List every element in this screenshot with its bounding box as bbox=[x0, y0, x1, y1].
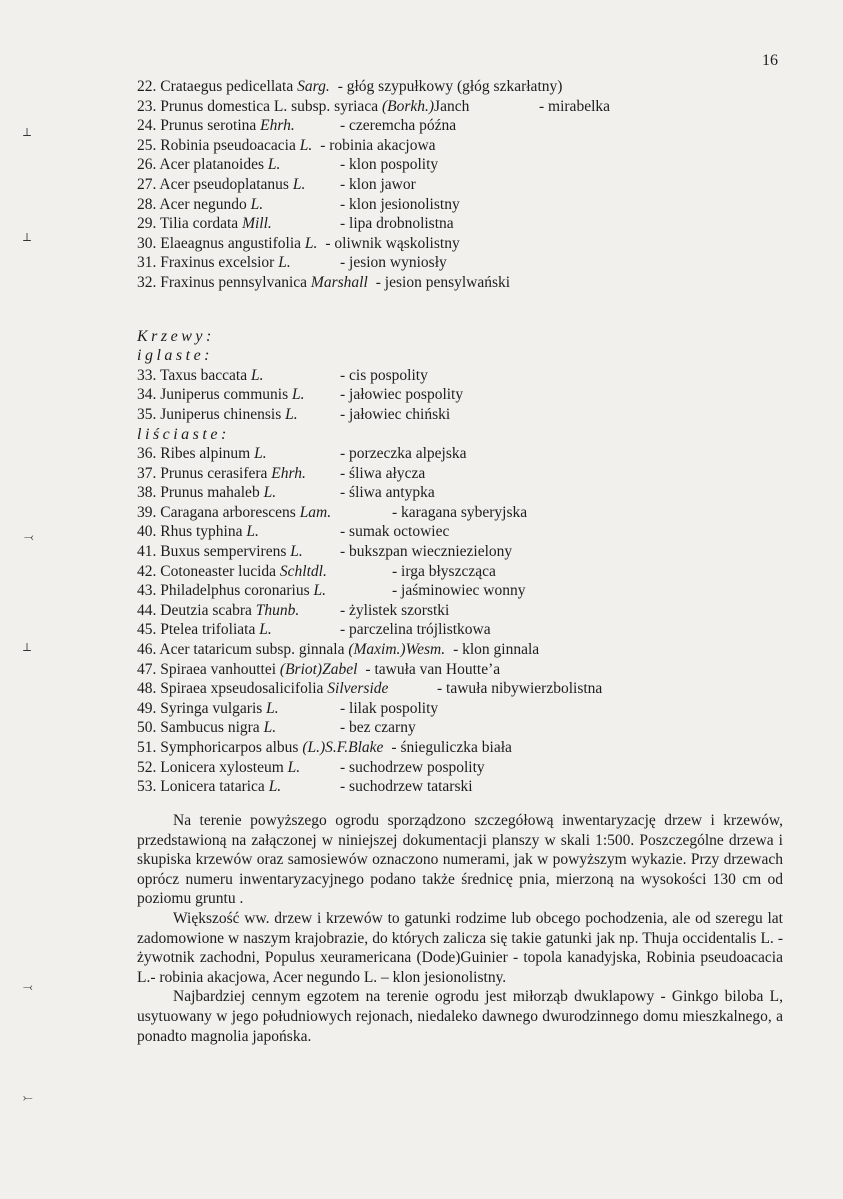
list-item bbox=[137, 464, 787, 484]
species-latin-name bbox=[137, 235, 317, 252]
latin-name: Fraxinus pennsylvanica bbox=[160, 273, 311, 291]
polish-name: - porzeczka alpejska bbox=[340, 445, 467, 463]
list-item bbox=[137, 542, 787, 562]
item-number: 36. bbox=[137, 445, 157, 463]
polish-name: - śliwa antypka bbox=[340, 484, 435, 502]
species-latin-name bbox=[137, 214, 272, 234]
latin-name: Buxus sempervirens bbox=[160, 543, 291, 561]
list-item bbox=[137, 718, 787, 738]
polish-name: - jesion wyniosły bbox=[340, 254, 447, 272]
item-number: 34. bbox=[137, 386, 157, 404]
latin-name: Lonicera tatarica bbox=[160, 778, 269, 796]
latin-name: Deutzia scabra bbox=[160, 601, 256, 619]
item-number: 41. bbox=[137, 543, 157, 561]
species-latin-name bbox=[137, 195, 263, 215]
polish-name: - karagana syberyjska bbox=[392, 503, 528, 521]
author-citation: L. bbox=[263, 719, 277, 737]
paragraph: Najbardziej cennym egzotem na terenie ogrodu jest miłorząb dwuklapowy - Ginkgo biloba L, usytuowany w jego południowych rejonach, niedaleko dawnego dwurodzinnego domu mieszkalnego, a ponadto magnolia japońska. bbox=[137, 988, 783, 1045]
species-latin-name bbox=[137, 464, 306, 484]
list-item bbox=[137, 214, 787, 234]
latin-name: Ptelea trifoliata bbox=[160, 621, 260, 639]
species-latin-name bbox=[137, 366, 264, 386]
item-number: 52. bbox=[137, 758, 157, 776]
polish-name: - klon jesionolistny bbox=[340, 195, 460, 213]
species-latin-name bbox=[137, 405, 298, 425]
item-number: 46. bbox=[137, 641, 157, 659]
polish-name: - tawuła van Houtte’a bbox=[365, 660, 501, 678]
author-citation: (L.)S.F.Blake bbox=[302, 739, 384, 756]
paragraph: Na terenie powyższego ogrodu sporządzono szczegółową inwentaryzację drzew i krzewów, przedstawioną na załączonej w niniejszej dokumentacji planszy w skali 1:500. Poszczególne drzewa i skupiska krzewów oraz samosiewów oznaczono numerami, jak w powyższym wykazie. Przy drzewach oprócz numeru inwentaryzacyjnego podano także średnicę pnia, mierzoną na wysokości 130 cm od poziomu gruntu . bbox=[137, 812, 783, 908]
author-citation: Sarg. bbox=[297, 78, 330, 95]
item-number: 48. bbox=[137, 680, 157, 698]
author-citation: L. bbox=[246, 523, 259, 541]
author-citation: Ehrh. bbox=[260, 117, 295, 135]
author-citation: Ehrh. bbox=[271, 464, 306, 482]
item-number: 22. bbox=[137, 78, 157, 95]
page-number: 16 bbox=[762, 52, 778, 69]
species-latin-name bbox=[137, 483, 276, 503]
polish-name: - suchodrzew pospolity bbox=[340, 758, 485, 776]
item-number: 29. bbox=[137, 215, 157, 233]
binding-mark: ⟂ bbox=[23, 640, 32, 654]
author-citation: Mill. bbox=[242, 215, 272, 233]
item-number: 28. bbox=[137, 195, 157, 213]
latin-name: Prunus cerasifera bbox=[160, 464, 272, 482]
deciduous-list bbox=[137, 444, 787, 797]
species-latin-name bbox=[137, 699, 279, 719]
species-latin-name bbox=[137, 601, 299, 621]
list-item bbox=[137, 679, 787, 699]
binding-mark: ⟂ bbox=[23, 125, 32, 139]
polish-name: - suchodrzew tatarski bbox=[340, 778, 473, 796]
item-number: 50. bbox=[137, 719, 157, 737]
list-item bbox=[137, 738, 787, 758]
item-number: 27. bbox=[137, 175, 157, 193]
author-citation: L. bbox=[267, 156, 281, 174]
list-item bbox=[137, 116, 787, 136]
item-number: 53. bbox=[137, 778, 157, 796]
item-number: 35. bbox=[137, 405, 157, 423]
polish-name: - parczelina trójlistkowa bbox=[340, 621, 491, 639]
polish-name: - klon pospolity bbox=[340, 156, 439, 174]
author-citation: (Briot)Zabel bbox=[279, 660, 358, 678]
latin-name: Ribes alpinum bbox=[160, 445, 255, 463]
polish-name: - mirabelka bbox=[539, 97, 611, 115]
latin-name: Prunus serotina bbox=[160, 117, 261, 135]
latin-name: Acer tataricum subsp. ginnala bbox=[159, 641, 349, 659]
list-item bbox=[137, 234, 787, 254]
polish-name: - cis pospolity bbox=[340, 366, 428, 384]
list-item bbox=[137, 503, 787, 523]
item-number: 44. bbox=[137, 601, 157, 619]
item-number: 26. bbox=[137, 156, 157, 174]
author-citation: L. bbox=[251, 366, 264, 384]
tree-list bbox=[137, 77, 787, 293]
item-number: 49. bbox=[137, 699, 157, 717]
list-item bbox=[137, 444, 787, 464]
author-citation: L. bbox=[250, 195, 264, 213]
polish-name: - śliwa ałycza bbox=[340, 464, 426, 482]
polish-name: - lilak pospolity bbox=[340, 699, 439, 717]
section-gap bbox=[137, 293, 787, 327]
author-citation: L. bbox=[268, 778, 282, 796]
paragraph: Większość ww. drzew i krzewów to gatunki rodzime lub obcego pochodzenia, ale od szeregu lat zadomowione w naszym krajobrazie, do których zalicza się takie gatunki jak np. Thuja occidentalis L. - żywotnik zachodni, Populus xeuramericana (Dode)Guinier - topola kanadyjska, Robinia pseudoacacia L.- robinia akacjowa, Acer negundo L. – klon jesionolistny. bbox=[137, 909, 783, 986]
polish-name: - klon ginnala bbox=[453, 641, 540, 659]
latin-name: Taxus baccata bbox=[159, 366, 251, 384]
item-number: 24. bbox=[137, 117, 157, 135]
list-item bbox=[137, 522, 787, 542]
latin-name: Prunus domestica L. subsp. syriaca bbox=[160, 97, 382, 115]
list-item bbox=[137, 620, 787, 640]
list-item bbox=[137, 405, 787, 425]
binding-mark: ⤙ bbox=[24, 530, 34, 544]
conifer-list bbox=[137, 366, 787, 425]
species-latin-name bbox=[137, 444, 267, 464]
list-item bbox=[137, 175, 787, 195]
list-item bbox=[137, 136, 787, 156]
author-citation: L. bbox=[285, 405, 298, 423]
polish-name: - tawuła nibywierzbolistna bbox=[437, 680, 603, 698]
item-number: 30. bbox=[137, 234, 157, 252]
latin-name: Caragana arborescens bbox=[160, 503, 300, 521]
list-item bbox=[137, 77, 787, 97]
species-latin-name bbox=[137, 661, 357, 678]
species-latin-name bbox=[137, 97, 469, 117]
species-latin-name bbox=[137, 155, 280, 175]
author-citation: L. bbox=[266, 699, 279, 717]
item-number: 31. bbox=[137, 254, 157, 272]
latin-name: Spiraea vanhouttei bbox=[160, 660, 280, 678]
list-item bbox=[137, 385, 787, 405]
author-citation: L. bbox=[287, 758, 301, 776]
list-item bbox=[137, 758, 787, 778]
author-citation: Silverside bbox=[327, 680, 389, 698]
latin-name: Crataegus pedicellata bbox=[160, 78, 298, 95]
list-item bbox=[137, 699, 787, 719]
polish-name: - klon jawor bbox=[340, 175, 416, 193]
list-item bbox=[137, 273, 787, 293]
latin-name: Rhus typhina bbox=[160, 523, 247, 541]
species-latin-name bbox=[137, 253, 291, 273]
latin-name: Fraxinus excelsior bbox=[160, 254, 279, 272]
species-latin-name bbox=[137, 718, 276, 738]
latin-name: Acer platanoides bbox=[159, 156, 268, 174]
species-list bbox=[137, 77, 787, 797]
polish-name: - oliwnik wąskolistny bbox=[325, 234, 460, 252]
binding-mark: ⟂ bbox=[23, 230, 32, 244]
polish-name: - bukszpan wieczniezielony bbox=[340, 543, 513, 561]
species-latin-name bbox=[137, 581, 326, 601]
author-citation: L. bbox=[259, 621, 272, 639]
item-number: 45. bbox=[137, 621, 157, 639]
author-citation: L. bbox=[299, 136, 313, 154]
species-latin-name bbox=[137, 562, 327, 582]
species-latin-name bbox=[137, 679, 388, 699]
species-latin-name bbox=[137, 175, 305, 195]
list-item bbox=[137, 97, 787, 117]
author-citation: L. bbox=[304, 234, 318, 252]
latin-name: Acer negundo bbox=[159, 195, 251, 213]
species-latin-name bbox=[137, 78, 330, 95]
author-citation: (Borkh.) bbox=[381, 97, 435, 115]
polish-name: - jaśminowiec wonny bbox=[392, 582, 526, 600]
species-latin-name bbox=[137, 641, 445, 658]
latin-name: Spiraea xpseudosalicifolia bbox=[160, 680, 328, 698]
list-item bbox=[137, 195, 787, 215]
list-item bbox=[137, 483, 787, 503]
item-number: 40. bbox=[137, 523, 157, 541]
latin-name: Lonicera xylosteum bbox=[160, 758, 288, 776]
species-latin-name bbox=[137, 620, 272, 640]
polish-name: - lipa drobnolistna bbox=[340, 215, 454, 233]
item-number: 51. bbox=[137, 739, 157, 756]
polish-name: - bez czarny bbox=[340, 719, 416, 737]
latin-name: Cotoneaster lucida bbox=[160, 562, 280, 580]
binding-mark: ⤙ bbox=[23, 980, 33, 994]
author-citation: L. bbox=[292, 175, 306, 193]
list-item bbox=[137, 640, 787, 660]
item-number: 23. bbox=[137, 97, 157, 115]
species-latin-name bbox=[137, 503, 331, 523]
author-citation: Lam. bbox=[299, 503, 332, 521]
latin-name: Robinia pseudoacacia bbox=[160, 136, 300, 154]
list-item bbox=[137, 155, 787, 175]
author-citation: L. bbox=[290, 543, 303, 561]
item-number: 37. bbox=[137, 464, 157, 482]
author-citation: L. bbox=[254, 445, 267, 463]
latin-name: Prunus mahaleb bbox=[160, 484, 264, 502]
author-citation: Schltdl. bbox=[279, 562, 327, 580]
item-number: 42. bbox=[137, 562, 157, 580]
author-citation: Thunb. bbox=[255, 601, 300, 619]
item-number: 43. bbox=[137, 582, 157, 600]
latin-name: Symphoricarpos albus bbox=[160, 739, 303, 756]
species-latin-name bbox=[137, 777, 281, 797]
species-latin-name bbox=[137, 274, 368, 291]
polish-name: - jesion pensylwański bbox=[375, 273, 511, 291]
body-text bbox=[137, 811, 783, 1046]
polish-name: - śnieguliczka biała bbox=[391, 739, 512, 756]
list-item bbox=[137, 660, 787, 680]
latin-name: Juniperus communis bbox=[160, 386, 292, 404]
species-latin-name bbox=[137, 522, 259, 542]
author-citation: L. bbox=[313, 582, 327, 600]
latin-name: Sambucus nigra bbox=[160, 719, 264, 737]
polish-name: - robinia akacjowa bbox=[320, 136, 436, 154]
list-item bbox=[137, 601, 787, 621]
polish-name: - żylistek szorstki bbox=[340, 601, 450, 619]
item-number: 38. bbox=[137, 484, 157, 502]
polish-name: - głóg szypułkowy (głóg szkarłatny) bbox=[337, 78, 563, 95]
species-latin-name bbox=[137, 542, 303, 562]
latin-name: Philadelphus coronarius bbox=[160, 582, 314, 600]
polish-name: - irga błyszcząca bbox=[392, 562, 496, 580]
latin-name: Juniperus chinensis bbox=[160, 405, 286, 423]
list-item bbox=[137, 777, 787, 797]
list-item bbox=[137, 253, 787, 273]
shrubs-label: Krzewy: bbox=[137, 327, 215, 345]
polish-name: - sumak octowiec bbox=[340, 523, 450, 541]
author-citation: L. bbox=[292, 386, 305, 404]
latin-name: Tilia cordata bbox=[159, 215, 243, 233]
deciduous-label: liściaste: bbox=[137, 425, 230, 443]
species-latin-name bbox=[137, 758, 300, 778]
latin-name: Acer pseudoplatanus bbox=[159, 175, 293, 193]
polish-name: - czeremcha późna bbox=[340, 117, 457, 135]
list-item bbox=[137, 562, 787, 582]
item-number: 39. bbox=[137, 503, 157, 521]
species-latin-name bbox=[137, 739, 383, 756]
polish-name: - jałowiec chiński bbox=[340, 405, 451, 423]
species-latin-name bbox=[137, 385, 305, 405]
author-citation: Marshall bbox=[310, 273, 368, 291]
species-latin-name bbox=[137, 137, 312, 154]
list-item bbox=[137, 581, 787, 601]
conifers-label: iglaste: bbox=[137, 347, 213, 365]
latin-name: Syringa vulgaris bbox=[160, 699, 267, 717]
item-number: 25. bbox=[137, 136, 157, 154]
polish-name: - jałowiec pospolity bbox=[340, 386, 464, 404]
list-item bbox=[137, 366, 787, 386]
author-citation: L. bbox=[278, 254, 291, 272]
latin-name: Elaeagnus angustifolia bbox=[160, 234, 305, 252]
latin-name-suffix: Janch bbox=[434, 97, 470, 115]
author-citation: (Maxim.)Wesm. bbox=[348, 641, 446, 659]
binding-mark: ⤚ bbox=[23, 1090, 33, 1104]
item-number: 47. bbox=[137, 660, 157, 678]
species-latin-name bbox=[137, 116, 295, 136]
item-number: 32. bbox=[137, 273, 157, 291]
item-number: 33. bbox=[137, 366, 157, 384]
author-citation: L. bbox=[263, 484, 277, 502]
